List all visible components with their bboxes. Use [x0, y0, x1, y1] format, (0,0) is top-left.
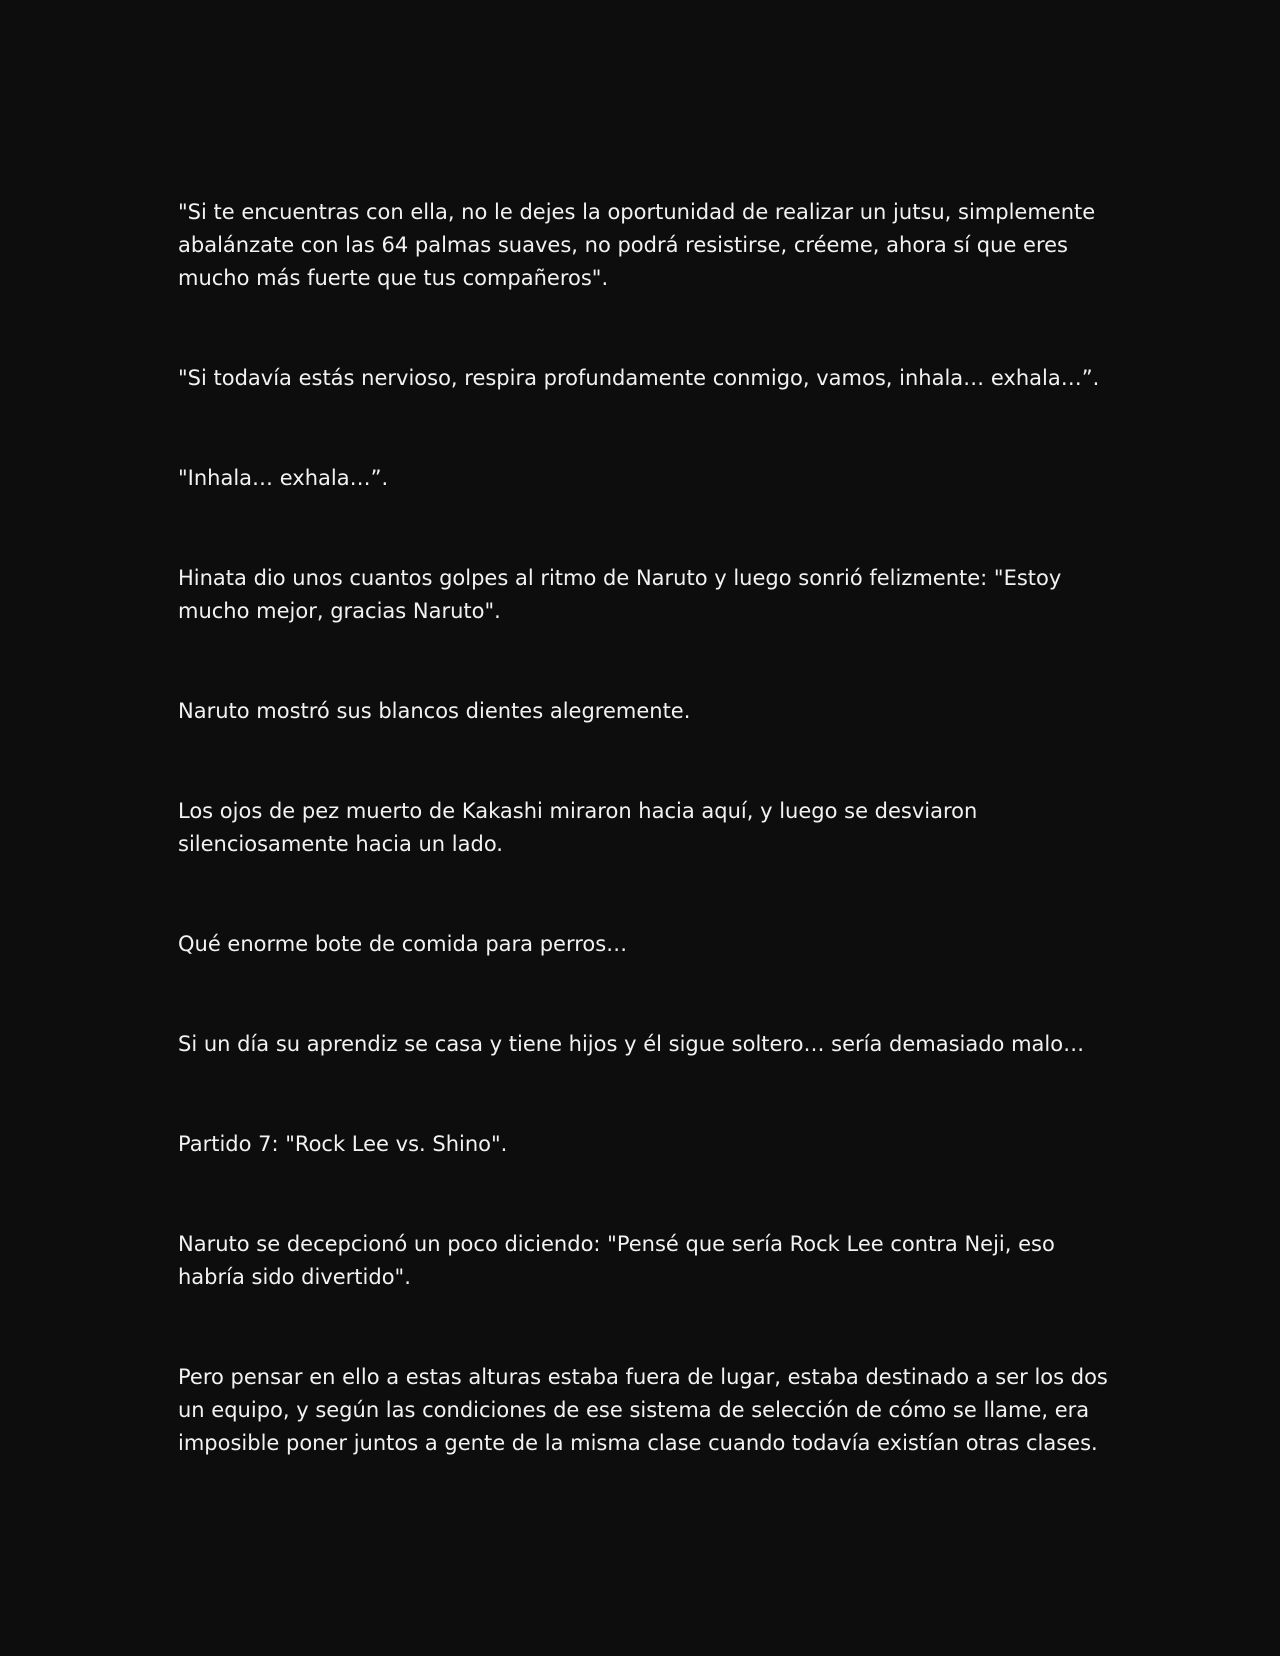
paragraph-3: "Inhala… exhala…”. [178, 466, 389, 490]
paragraph-4: Hinata dio unos cuantos golpes al ritmo de Naruto y luego sonrió felizmente: "Estoy mucho mejor, gracias Naruto". [178, 566, 1062, 623]
paragraph-5: Naruto mostró sus blancos dientes alegremente. [178, 699, 691, 723]
paragraph-8: Si un día su aprendiz se casa y tiene hijos y él sigue soltero… sería demasiado malo… [178, 1032, 1085, 1056]
paragraph-9: Partido 7: "Rock Lee vs. Shino". [178, 1132, 508, 1156]
document-body [178, 196, 1114, 1460]
paragraph-10: Naruto se decepcionó un poco diciendo: "Pensé que sería Rock Lee contra Neji, eso habría sido divertido". [178, 1232, 1055, 1289]
paragraph-11: Pero pensar en ello a estas alturas estaba fuera de lugar, estaba destinado a ser los dos un equipo, y según las condiciones de ese sistema de selección de cómo se llame, era imposible poner juntos a gente de la misma clase cuando todavía existían otras clases. [178, 1365, 1108, 1455]
paragraph-6: Los ojos de pez muerto de Kakashi miraron hacia aquí, y luego se desviaron silenciosamente hacia un lado. [178, 799, 978, 856]
paragraph-1: "Si te encuentras con ella, no le dejes la oportunidad de realizar un jutsu, simplemente abalánzate con las 64 palmas suaves, no podrá resistirse, créeme, ahora sí que eres mucho más fuerte que tus compañeros". [178, 200, 1096, 290]
paragraph-7: Qué enorme bote de comida para perros… [178, 932, 628, 956]
paragraph-2: "Si todavía estás nervioso, respira profundamente conmigo, vamos, inhala… exhala…”. [178, 366, 1100, 390]
